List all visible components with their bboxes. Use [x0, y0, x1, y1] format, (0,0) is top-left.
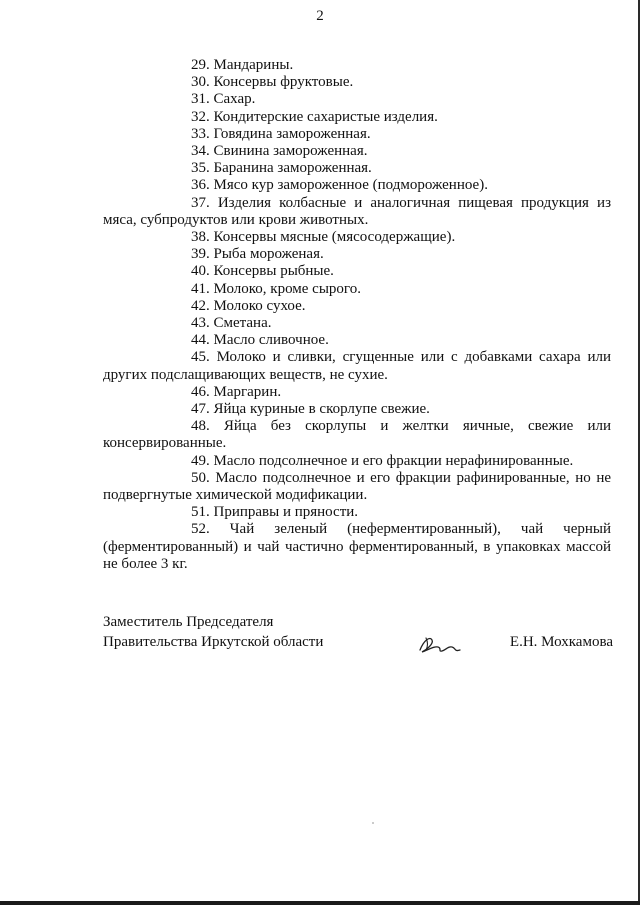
item-number: 48.: [191, 418, 210, 435]
item-text: Консервы рыбные.: [213, 263, 334, 280]
item-number: 41.: [191, 280, 210, 297]
item-text: Говядина замороженная.: [213, 125, 371, 142]
item-text: Чай зеленый (неферментированный), чай черный (ферментированный) и чай частично ферментированный, в упаковках массой не более 3 кг.: [103, 521, 612, 572]
list-item: [103, 229, 611, 246]
item-number: 46.: [191, 383, 210, 400]
item-text: Сметана.: [213, 315, 272, 332]
list-item: [103, 74, 611, 91]
list-item: [103, 246, 611, 263]
list-item: [103, 384, 611, 401]
item-text: Изделия колбасные и аналогичная пищевая продукция из мяса, субпродуктов или крови животных.: [103, 194, 611, 228]
list-item: [103, 177, 611, 194]
item-number: 44.: [191, 332, 210, 349]
item-number: 31.: [191, 91, 210, 108]
list-item: [103, 504, 611, 521]
list-item: [103, 470, 611, 504]
item-number: 34.: [191, 143, 210, 160]
list-item: [103, 418, 611, 452]
item-text: Масло подсолнечное и его фракции рафинированные, но не подвергнутые химической модификации.: [103, 469, 611, 504]
list-item: [103, 160, 611, 177]
item-number: 33.: [191, 125, 210, 142]
list-item: [103, 453, 611, 470]
signatory-name: Е.Н. Мохкамова: [509, 634, 613, 650]
list-item: [103, 143, 611, 160]
list-item: [103, 332, 611, 349]
item-text: Кондитерские сахаристые изделия.: [213, 108, 438, 125]
list-item: [103, 521, 611, 573]
item-text: Мясо кур замороженное (подмороженное).: [213, 177, 488, 194]
list-item: [103, 401, 611, 418]
list-item: [103, 263, 611, 280]
item-text: Приправы и пряности.: [213, 504, 359, 521]
item-number: 52.: [191, 521, 210, 538]
list-item: [103, 126, 611, 143]
item-text: Яйца куриные в скорлупе свежие.: [213, 401, 430, 418]
handwritten-signature-icon: [416, 632, 466, 658]
item-text: Баранина замороженная.: [213, 160, 372, 177]
item-number: 43.: [191, 315, 210, 332]
signatory-title-line-1: Заместитель Председателя: [103, 614, 274, 630]
item-text: Яйца без скорлупы и желтки яичные, свежие или консервированные.: [103, 418, 612, 452]
item-number: 40.: [191, 263, 210, 280]
item-number: 51.: [191, 504, 210, 521]
list-item: [103, 91, 611, 108]
signature-row: [103, 632, 613, 652]
page-number: 2: [316, 8, 324, 24]
item-text: Масло подсолнечное и его фракции нерафинированные.: [213, 452, 574, 469]
list-item: [103, 195, 611, 229]
list-item: [103, 298, 611, 315]
item-text: Мандарины.: [213, 57, 294, 73]
list-item: [103, 57, 611, 74]
item-number: 29.: [191, 57, 210, 73]
product-list: [103, 57, 611, 573]
item-text: Консервы мясные (мясосодержащие).: [213, 229, 456, 246]
item-number: 36.: [191, 177, 210, 194]
item-number: 47.: [191, 401, 210, 418]
item-text: Масло сливочное.: [213, 332, 329, 349]
item-text: Маргарин.: [213, 383, 282, 400]
item-number: 30.: [191, 74, 210, 91]
item-text: Сахар.: [213, 91, 256, 108]
item-number: 35.: [191, 160, 210, 177]
item-number: 50.: [191, 469, 210, 486]
item-number: 42.: [191, 297, 210, 314]
item-text: Свинина замороженная.: [213, 143, 368, 160]
scan-speck: [372, 822, 374, 824]
item-text: Рыба мороженая.: [213, 246, 324, 263]
item-text: Молоко сухое.: [213, 297, 306, 314]
list-item: [103, 109, 611, 126]
list-item: [103, 281, 611, 298]
list-item: [103, 315, 611, 332]
scan-bottom-edge: [0, 901, 640, 905]
item-number: 45.: [191, 349, 210, 366]
item-number: 49.: [191, 452, 210, 469]
item-text: Консервы фруктовые.: [213, 74, 354, 91]
item-number: 32.: [191, 108, 210, 125]
item-text: Молоко, кроме сырого.: [213, 280, 361, 297]
item-number: 37.: [191, 194, 210, 211]
signatory-title-line-2: Правительства Иркутской области: [103, 634, 324, 650]
list-item: [103, 349, 611, 383]
item-number: 38.: [191, 229, 210, 246]
signature-block: [103, 612, 613, 652]
item-number: 39.: [191, 246, 210, 263]
item-text: Молоко и сливки, сгущенные или с добавками сахара или других подслащивающих веществ, не сухие.: [103, 349, 612, 383]
